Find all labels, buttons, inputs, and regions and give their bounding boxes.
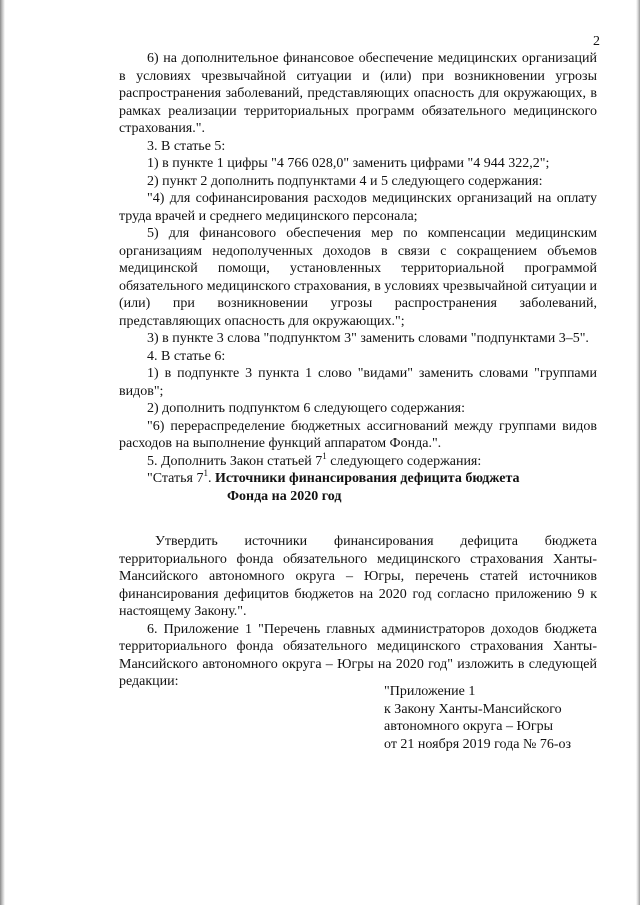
paragraph-article-5-item-2: 2) пункт 2 дополнить подпунктами 4 и 5 следующего содержания: [147, 173, 543, 189]
page-number: 2 [593, 34, 600, 49]
add-article-text-pre: 5. Дополнить Закон статьей 7 [147, 453, 323, 469]
paragraph-approve-sources: Утвердить источники финансирования дефицита бюджета территориального фонда обязательного медицинского страхования Ханты-Мансийского автономного округа – Югры, перечень статей источников финансирования дефицитов бюджетов на 2020 год согласно приложению 9 к настоящему Закону.". [119, 534, 597, 619]
article-title-line-2: Фонда на 2020 год [227, 488, 342, 504]
annex-line-2: к Закону Ханты-Мансийского [384, 701, 562, 717]
add-article-text-post: следующего содержания: [326, 453, 482, 469]
annex-approval-block [384, 683, 614, 753]
scan-right-edge [636, 0, 640, 905]
paragraph-add-article-7-1 [119, 450, 597, 471]
paragraph-article-6-heading: 4. В статье 6: [147, 348, 226, 364]
paragraph-article-5-heading: 3. В статье 5: [147, 138, 226, 154]
annex-line-3: автономного округа – Югры [384, 719, 553, 734]
paragraph-annex-1: 6. Приложение 1 "Перечень главных администраторов доходов бюджета территориального фонда обязательного медицинского страхования Ханты-Мансийского автономного округа – Югры на 2020 год" изложить в следующей редакции: [119, 621, 597, 689]
paragraph-subitem-5: 5) для финансового обеспечения мер по компенсации медицинским организациям недополученных доходов в связи с сокращением объемов медицинской помощи, установленных территориальной программой обязательного медицинского страхования, в условиях чрезвычайной ситуации и (или) при возникновении угрозы распространения заболеваний, представляющих опасность для окружающих."; [119, 226, 597, 329]
spacer [119, 505, 597, 533]
article-label-superscript: 1 [203, 468, 208, 478]
annex-line-4: от 21 ноября 2019 года № 76-оз [384, 736, 572, 752]
article-label-pre: "Статья 7 [147, 471, 204, 486]
paragraph-article-5-item-3: 3) в пункте 3 слова "подпунктом 3" заменить словами "подпунктами 3–5". [147, 331, 589, 346]
paragraph-article-6-item-1: 1) в подпункте 3 пункта 1 слово "видами" заменить словами "группами видов"; [119, 366, 597, 399]
paragraph-item-6: 6) на дополнительное финансовое обеспечение медицинских организаций в условиях чрезвычайной ситуации и (или) при возникновении угрозы распространения заболеваний, представляющих опасность для окружающих, в рамках реализации территориальных программ обязательного медицинского страхования.". [119, 51, 597, 136]
paragraph-article-5-item-1: 1) в пункте 1 цифры "4 766 028,0" заменить цифрами "4 944 322,2"; [147, 156, 550, 171]
document-body [119, 50, 597, 691]
article-label-post: . [207, 471, 215, 486]
annex-line-1: "Приложение 1 [384, 684, 476, 699]
article-7-1-heading [119, 470, 597, 488]
paragraph-article-6-item-2: 2) дополнить подпунктом 6 следующего содержания: [147, 401, 465, 416]
article-title-line-1: Источники финансирования дефицита бюджета [214, 471, 520, 486]
paragraph-subitem-6: "6) перераспределение бюджетных ассигнований между группами видов расходов на выполнение функций аппаратом Фонда.". [119, 418, 597, 451]
scan-left-edge [0, 0, 5, 905]
add-article-superscript: 1 [322, 450, 327, 461]
paragraph-subitem-4: "4) для софинансирования расходов медицинских организаций на оплату труда врачей и среднего медицинского персонала; [119, 191, 597, 224]
